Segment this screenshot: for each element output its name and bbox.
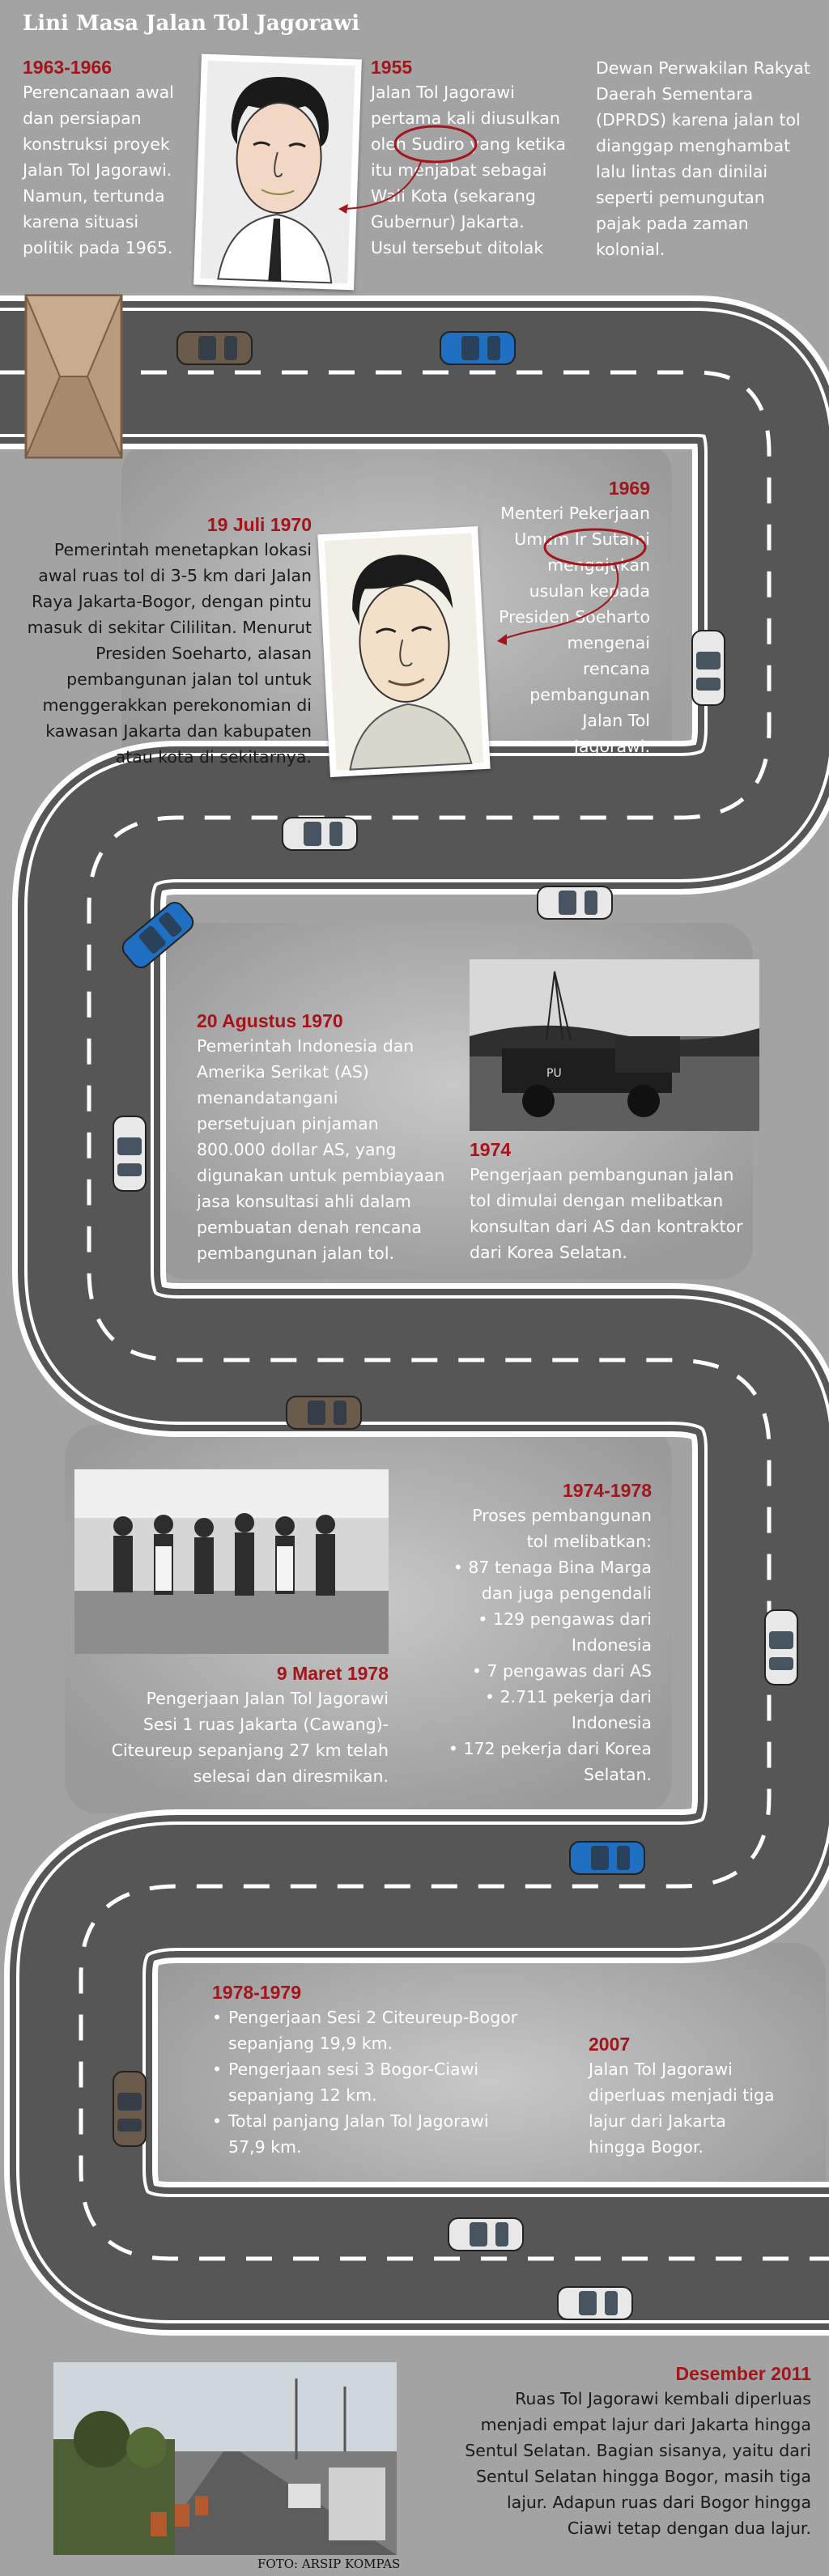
car-icon — [570, 1842, 644, 1874]
event-text: Jalan Tol Jagorawi pertama kali diusulkan oleh Sudiro yang ketika itu menjabat sebagai Wali Kota (sekarang Gubernur) Jakarta. Usul tersebut ditolak — [371, 83, 566, 257]
event-text: Menteri Pekerjaan Umum Ir Sutami mengajukan usulan kepada Presiden Soeharto mengenai rencana pembangunan Jalan Tol Jagorawi. — [499, 504, 650, 756]
car-icon — [449, 2218, 523, 2251]
dprds-text: Dewan Perwakilan Rakyat Daerah Sementara (DPRDS) karena jalan tol dianggap menghambat lalu lintas dan dinilai seperti pemungutan pajak pada zaman kolonial. — [596, 58, 810, 259]
event-year: 1974-1978 — [563, 1480, 652, 1501]
event-year: 1969 — [608, 478, 650, 499]
event-year: 19 Juli 1970 — [206, 514, 312, 535]
list-item: • 129 pengawas dari Indonesia — [421, 1606, 652, 1658]
event-year: 9 Maret 1978 — [276, 1663, 389, 1684]
event-text: Pengerjaan pembangunan jalan tol dimulai dengan melibatkan konsultan dari AS dan kontraktor dari Korea Selatan. — [470, 1165, 743, 1262]
event-text: Perencanaan awal dan persiapan konstruksi proyek Jalan Tol Jagorawi. Namun, tertunda karena situasi politik pada 1965. — [23, 83, 174, 257]
car-icon — [287, 1396, 361, 1429]
event-year: 2007 — [589, 2034, 631, 2055]
event-year: Desember 2011 — [675, 2363, 811, 2384]
car-icon — [765, 1610, 797, 1685]
list-item: • Pengerjaan sesi 3 Bogor-Ciawi sepanjang 12 km. — [228, 2056, 552, 2108]
car-icon — [558, 2287, 632, 2319]
truck-sign: PU — [546, 1067, 562, 1080]
event-year: 1955 — [371, 57, 413, 78]
construction-truck-photo — [470, 959, 759, 1131]
worker-list — [421, 1554, 652, 1787]
car-icon — [440, 332, 515, 364]
event-text: Pengerjaan Jalan Tol Jagorawi Sesi 1 ruas Jakarta (Cawang)- Citeureup sepanjang 27 km telah selesai dan diresmikan. — [111, 1689, 389, 1786]
car-icon — [113, 2072, 146, 2146]
event-1978-1979 — [212, 1980, 552, 2160]
event-1970-juli — [16, 512, 312, 770]
toll-gate-building — [26, 295, 121, 457]
list-item: • Total panjang Jalan Tol Jagorawi 57,9 km. — [228, 2108, 552, 2160]
event-1974 — [470, 1137, 777, 1265]
inauguration-photo — [74, 1469, 389, 1654]
list-item: • Pengerjaan Sesi 2 Citeureup-Bogor sepanjang 19,9 km. — [228, 2004, 552, 2056]
sutami-highlight — [461, 518, 656, 656]
event-intro: Proses pembangunan tol melibatkan: — [472, 1506, 652, 1551]
event-2007 — [589, 2032, 799, 2160]
event-text: Pemerintah menetapkan lokasi awal ruas tol di 3-5 km dari Jalan Raya Jakarta-Bogor, dengan pintu masuk di sekitar Cililitan. Menurut Presiden Soeharto, alasan pembangunan jalan tol untuk menggerakkan perekonomian di kawasan Jakarta dan kabupaten atau kota di sekitarnya. — [27, 540, 312, 767]
car-icon — [538, 886, 612, 919]
car-icon — [283, 818, 357, 850]
list-item: • 2.711 pekerja dari Indonesia — [421, 1684, 652, 1736]
list-item: • 172 pekerja dari Korea Selatan. — [421, 1736, 652, 1787]
event-year: 1978-1979 — [212, 1982, 301, 2003]
event-2011 — [421, 2361, 811, 2541]
event-1974-1978 — [421, 1478, 652, 1787]
list-item: • 7 pengawas dari AS — [421, 1658, 652, 1684]
event-year: 1974 — [470, 1139, 512, 1160]
event-text: Pemerintah Indonesia dan Amerika Serikat (AS) menandatangani persetujuan pinjaman 800.000 dollar AS, yang digunakan untuk pembiayaan jasa konsultasi ahli dalam pembuatan denah rencana pembangunan jalan tol. — [197, 1036, 445, 1263]
session-list — [212, 2004, 552, 2160]
event-1963 — [23, 55, 201, 261]
car-icon — [692, 631, 725, 705]
page-title: Lini Masa Jalan Tol Jagorawi — [23, 11, 360, 36]
event-text: Ruas Tol Jagorawi kembali diperluas menjadi empat lajur dari Jakarta hingga Sentul Selatan. Bagian sisanya, yaitu dari Sentul Selatan hingga Bogor, masih tiga lajur. Adapun ruas dari Bogor hingga Ciawi tetap dengan dua lajur. — [465, 2389, 811, 2538]
highway-photo — [53, 2362, 397, 2555]
event-1970-agustus — [197, 1009, 472, 1266]
car-icon — [113, 1116, 146, 1191]
event-text: Jalan Tol Jagorawi diperluas menjadi tiga lajur dari Jakarta hingga Bogor. — [589, 2060, 775, 2157]
sudiro-highlight — [324, 113, 486, 219]
photo-credit: FOTO: ARSIP KOMPAS — [257, 2557, 401, 2571]
list-item: • 87 tenaga Bina Marga dan juga pengendali — [421, 1554, 652, 1606]
event-year: 20 Agustus 1970 — [197, 1010, 343, 1031]
event-1978 — [73, 1661, 389, 1789]
car-icon — [177, 332, 252, 364]
event-year: 1963-1966 — [23, 57, 112, 78]
